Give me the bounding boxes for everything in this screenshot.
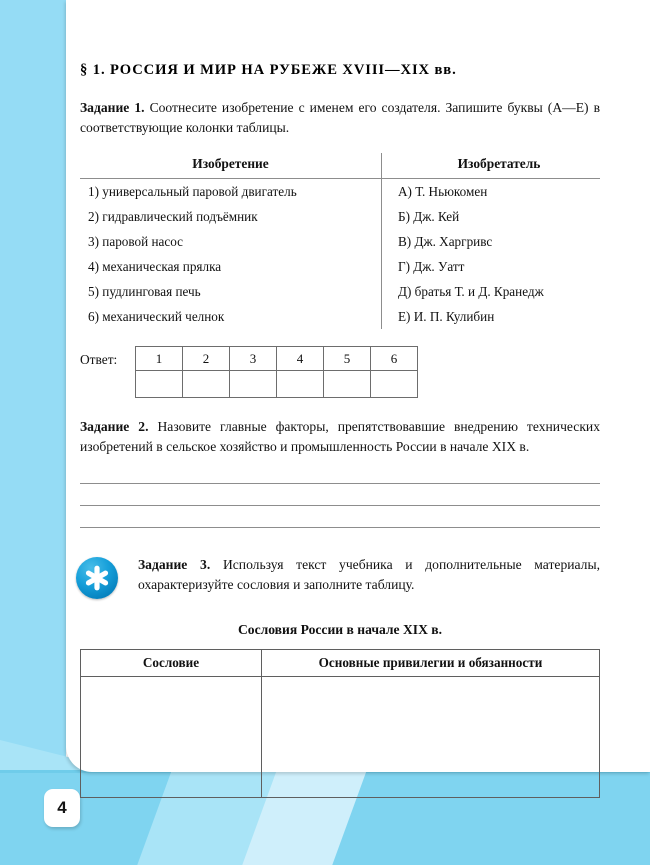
answer-grid-row (80, 346, 600, 398)
table-row (80, 304, 600, 329)
inventor-item-6: Е) И. П. Кулибин (398, 308, 495, 324)
answer-column-6: 6 (371, 347, 418, 371)
page-number: 4 (44, 789, 80, 827)
task-1-label: Задание 1. (80, 100, 145, 115)
answer-cell-3[interactable] (230, 371, 277, 398)
task-2-text: Назовите главные факторы, препятствовавшие внедрению технических изобретений в сельское хозяйство и промышленность России в начале XIX в. (80, 419, 600, 454)
asterisk-icon (76, 557, 118, 599)
answer-column-3: 3 (230, 347, 277, 371)
invention-item-1: 1) универсальный паровой двигатель (80, 179, 382, 205)
answer-column-1: 1 (136, 347, 183, 371)
answer-cell-2[interactable] (183, 371, 230, 398)
inventor-item-2: Б) Дж. Кей (398, 208, 460, 224)
task-3-text: Используя текст учебника и дополнительные материалы, охарактеризуйте сословия и заполните таблицу. (138, 557, 600, 592)
inventor-item-5: Д) братья Т. и Д. Кранедж (398, 283, 544, 299)
invention-item-4: 4) механическая прялка (80, 254, 382, 279)
task-2-answer-line-2[interactable] (80, 505, 600, 506)
estates-header-estate: Сословие (81, 650, 262, 677)
matching-table-header-row (80, 153, 600, 179)
table-row (80, 254, 600, 279)
answer-grid-header-row (136, 347, 418, 371)
answer-grid (135, 346, 418, 398)
table-row (80, 179, 600, 205)
task-1-text: Соотнесите изобретение с именем его создателя. Запишите буквы (А—Е) в соответствующие колонки таблицы. (80, 100, 600, 135)
task-3-label: Задание 3. (138, 557, 211, 572)
task-1-prompt (80, 98, 600, 137)
answer-label: Ответ: (80, 352, 118, 367)
estates-table-header-row (81, 650, 600, 677)
table-row (80, 229, 600, 254)
answer-cell-4[interactable] (277, 371, 324, 398)
task-2-answer-line-1[interactable] (80, 483, 600, 484)
page-content (80, 0, 600, 798)
answer-cell-1[interactable] (136, 371, 183, 398)
estates-cell-estate[interactable] (81, 677, 262, 798)
answer-cell-6[interactable] (371, 371, 418, 398)
answer-grid-input-row (136, 371, 418, 398)
invention-item-2: 2) гидравлический подъёмник (80, 204, 382, 229)
estates-header-privileges: Основные привилегии и обязанности (262, 650, 600, 677)
task-3-block (80, 555, 600, 601)
inventor-item-1: А) Т. Ньюкомен (398, 183, 488, 199)
task-2-label: Задание 2. (80, 419, 149, 434)
chapter-title: § 1. РОССИЯ И МИР НА РУБЕЖЕ XVIII—XIX вв. (80, 62, 457, 78)
answer-column-5: 5 (324, 347, 371, 371)
estates-table-title: Сословия России в начале XIX в. (237, 622, 443, 637)
invention-item-6: 6) механический челнок (80, 304, 382, 329)
left-decorative-band (0, 0, 66, 772)
table-row (81, 677, 600, 798)
answer-cell-5[interactable] (324, 371, 371, 398)
table-row (80, 204, 600, 229)
answer-column-4: 4 (277, 347, 324, 371)
estates-cell-privileges[interactable] (262, 677, 600, 798)
inventor-item-3: В) Дж. Харгривс (398, 233, 493, 249)
estates-table (80, 649, 600, 798)
matching-header-inventors: Изобретатель (382, 153, 601, 179)
task-2-prompt (80, 417, 600, 456)
invention-item-5: 5) пудлинговая печь (80, 279, 382, 304)
inventor-item-4: Г) Дж. Уатт (398, 258, 465, 274)
task-2-answer-line-3[interactable] (80, 527, 600, 528)
table-row (80, 279, 600, 304)
task-3-prompt (138, 555, 600, 594)
matching-table (80, 153, 600, 329)
invention-item-3: 3) паровой насос (80, 229, 382, 254)
matching-header-inventions: Изобретение (80, 153, 382, 179)
answer-column-2: 2 (183, 347, 230, 371)
